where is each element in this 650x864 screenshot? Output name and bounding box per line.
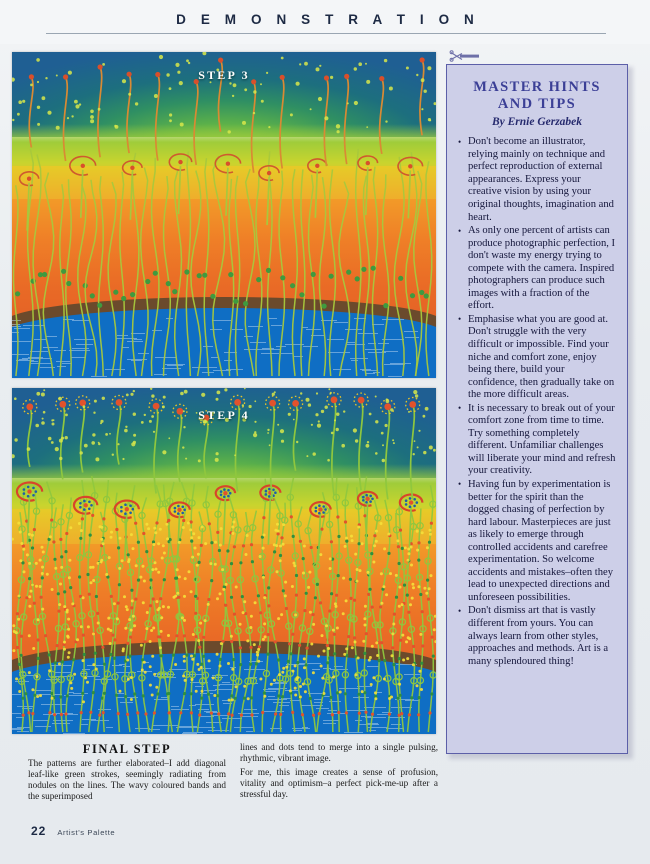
tips-title-line-2: AND TIPS [497,96,577,113]
tips-title [458,79,616,113]
page-title: D E M O N S T R A T I O N [176,12,480,27]
publication-name: Artist's Palette [57,828,116,837]
tips-bullet: • Don't dismiss art that is vastly different from yours. You can always learn from other styles, approaches and methods. Art is a many splendoured thing! [458,605,616,668]
page-number: 22 [31,824,47,838]
tips-bullet: • It is necessary to break out of your comfort zone from time to time. Try something completely different. Unfamiliar challenges will liberate your mind and refresh your creativity. [458,403,616,478]
stem-overlay-step-3 [12,52,436,378]
step-4-artwork [12,388,436,734]
article-column-right [240,742,438,803]
tips-bullet: • Don't become an illustrator, relying mainly on technique and perfect reproduction of external appearances. Express your creative vision by using your original thoughts, imagination and heart. [458,136,616,224]
step-3-label: STEP 3 [198,68,250,82]
tips-bullet-list [458,136,616,668]
tips-title-line-1: MASTER HINTS [473,79,601,95]
step-3-artwork [12,52,436,378]
master-hints-and-tips-box [446,64,628,754]
final-step-heading: FINAL STEP [82,742,172,756]
header-divider [46,33,606,34]
tips-bullet: • Emphasise what you are good at. Don't struggle with the very difficult or impossible. Find your niche and comfort zone, enjoy being there, build your confidence, then gradually take on the more difficult areas. [458,314,616,402]
page-footer [31,822,115,840]
tips-author: By Ernie Gerzabek [491,116,583,129]
page-header [0,0,650,44]
tips-bullet: • Having fun by experimentation is better for the spirit than the dogged chasing of perfection by hard labour. Masterpieces are just as likely to emerge through controlled accidents and carefree experimentation. So welcome accidents and mistakes–often they lead to unexpected directions and unforeseen possibilities. [458,479,616,604]
step-4-label: STEP 4 [198,408,250,422]
article-paragraph: For me, this image creates a sense of profusion, vitality and optimism–a perfect pick-me-up after a stressful day. [240,767,438,799]
article-paragraph: lines and dots tend to merge into a single pulsing, rhythmic, vibrant image. [240,742,438,763]
article-paragraph: The patterns are further elaborated–I add diagonal leaf-like green strokes, seemingly radiating from nodules on the lines. The wavy coloured bands and the superimposed [28,758,226,801]
final-step-article [28,742,438,812]
article-column-left [28,742,226,805]
tips-bullet: • As only one percent of artists can produce photographic perfection, I don't waste my energy trying to compete with the camera. Inspired photographers can produce such images with a fraction of the effort. [458,225,616,313]
stem-overlay-step-4 [12,388,436,734]
